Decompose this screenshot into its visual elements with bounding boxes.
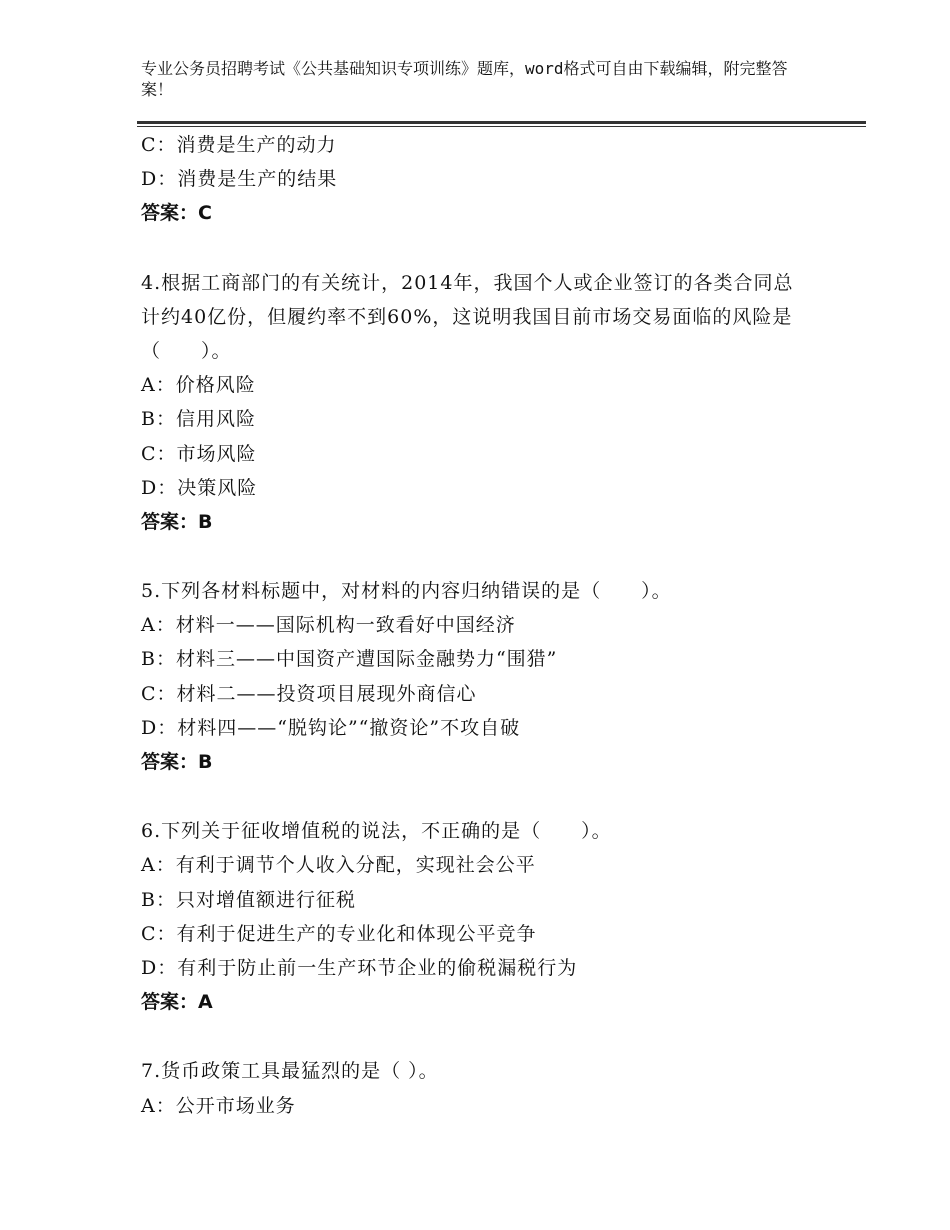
option-c: C：消费是生产的动力 bbox=[141, 134, 337, 156]
question-stem: 4.根据工商部门的有关统计，2014年，我国个人或企业签订的各类合同总计约40亿份，但履约率不到60%，这说明我国目前市场交易面临的风险是（ ）。 bbox=[141, 271, 794, 362]
option-a: A：公开市场业务 bbox=[141, 1094, 296, 1117]
answer-label: 答案：C bbox=[141, 202, 212, 225]
question-stem: 6.下列关于征收增值税的说法，不正确的是（ ）。 bbox=[141, 820, 612, 843]
option-b: B：信用风险 bbox=[141, 408, 256, 431]
option-a: A：材料一——国际机构一致看好中国经济 bbox=[141, 614, 516, 637]
page-header: 专业公务员招聘考试《公共基础知识专项训练》题库，word格式可自由下载编辑，附完整答案！ bbox=[141, 59, 788, 99]
option-d: D：决策风险 bbox=[141, 476, 258, 499]
question-4 bbox=[141, 266, 841, 540]
answer-label: 答案：A bbox=[141, 991, 213, 1014]
question-stem: 5.下列各材料标题中，对材料的内容归纳错误的是（ ）。 bbox=[141, 580, 672, 603]
option-d: D：材料四——“脱钩论”“撤资论”不攻自破 bbox=[141, 716, 521, 739]
header-rule-thick bbox=[137, 121, 866, 124]
option-b: B：材料三——中国资产遭国际金融势力“围猎” bbox=[141, 648, 558, 671]
spacer bbox=[141, 779, 841, 814]
option-d: D：消费是生产的结果 bbox=[141, 168, 338, 191]
question-7 bbox=[141, 1054, 841, 1122]
option-d: D：有利于防止前一生产环节企业的偷税漏税行为 bbox=[141, 956, 578, 979]
question-list bbox=[141, 128, 841, 1123]
option-c: C：市场风险 bbox=[141, 442, 257, 465]
option-a: A：有利于调节个人收入分配，实现社会公平 bbox=[141, 854, 536, 877]
answer-label: 答案：B bbox=[141, 751, 213, 774]
header-rule-thin bbox=[137, 126, 866, 127]
answer-label: 答案：B bbox=[141, 510, 213, 533]
spacer bbox=[141, 1019, 841, 1054]
question-3-tail bbox=[141, 128, 841, 231]
spacer bbox=[141, 539, 841, 574]
option-c: C：材料二——投资项目展现外商信心 bbox=[141, 682, 477, 705]
option-b: B：只对增值额进行征税 bbox=[141, 888, 356, 911]
question-stem: 7.货币政策工具最猛烈的是（ ）。 bbox=[141, 1060, 439, 1083]
option-c: C：有利于促进生产的专业化和体现公平竞争 bbox=[141, 922, 537, 945]
question-5 bbox=[141, 574, 841, 779]
spacer bbox=[141, 231, 841, 266]
question-6 bbox=[141, 814, 841, 1019]
option-a: A：价格风险 bbox=[141, 374, 256, 397]
